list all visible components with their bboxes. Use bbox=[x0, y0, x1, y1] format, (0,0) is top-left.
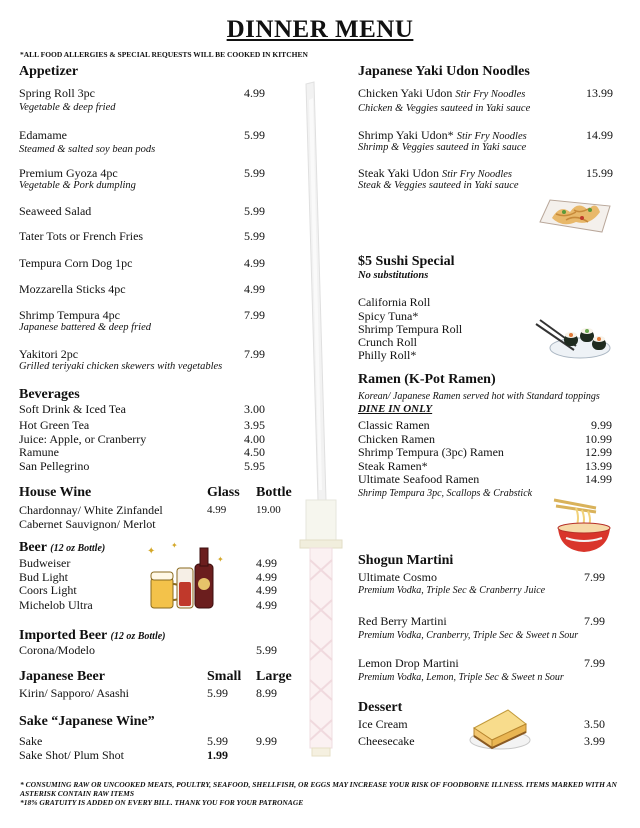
menu-item-price: 1.99 bbox=[207, 748, 228, 762]
menu-item-name: Corona/Modelo bbox=[19, 643, 95, 657]
appetizer-heading: Appetizer bbox=[19, 64, 79, 79]
menu-item-name: Shrimp Tempura (3pc) Ramen bbox=[358, 445, 504, 459]
menu-item-price: 5.99 bbox=[244, 229, 265, 243]
udon-item-name: Shrimp Yaki Udon* bbox=[358, 128, 454, 142]
menu-item-price: 4.99 bbox=[244, 86, 265, 100]
svg-text:✦: ✦ bbox=[217, 555, 224, 564]
glass-price: 4.99 bbox=[207, 504, 227, 516]
udon-item-tag: Stir Fry Noodles bbox=[455, 89, 526, 100]
menu-item-price: 5.99 bbox=[244, 166, 265, 180]
menu-item-name: Hot Green Tea bbox=[19, 418, 90, 432]
udon-heading: Japanese Yaki Udon Noodles bbox=[358, 64, 530, 79]
menu-item-name: Cabernet Sauvignon/ Merlot bbox=[19, 517, 156, 531]
sushi-item: California Roll bbox=[358, 295, 431, 309]
menu-item-price: 4.99 bbox=[244, 256, 265, 270]
imported-beer-heading bbox=[19, 628, 166, 644]
menu-item-price: 3.99 bbox=[584, 734, 605, 748]
menu-item-name: Seaweed Salad bbox=[19, 204, 92, 218]
menu-item-name: Mozzarella Sticks 4pc bbox=[19, 282, 126, 296]
menu-item-price: 14.99 bbox=[585, 472, 612, 486]
large-column-header: Large bbox=[256, 669, 292, 684]
menu-item-desc: Steak & Veggies sauteed in Yaki sauce bbox=[358, 180, 519, 191]
menu-item-price: 7.99 bbox=[584, 570, 605, 584]
menu-item-price: 4.99 bbox=[256, 598, 277, 612]
menu-item-name: Yakitori 2pc bbox=[19, 347, 79, 361]
menu-item-desc: Shrimp & Veggies sauteed in Yaki sauce bbox=[358, 142, 527, 153]
ramen-heading: Ramen (K-Pot Ramen) bbox=[358, 372, 496, 387]
menu-item-price: 15.99 bbox=[586, 166, 613, 180]
menu-item-price: 13.99 bbox=[585, 459, 612, 473]
menu-item-name: Kirin/ Sapporo/ Asashi bbox=[19, 686, 129, 700]
raw-food-disclaimer: * CONSUMING RAW OR UNCOOKED MEATS, POULTRY, SEAFOOD, SHELLFISH, OR EGGS MAY INCREASE YOUR RISK OF FOODBORNE ILLNESS. ITEMS MARKED WITH AN ASTERISK CONTAIN RAW ITEMS bbox=[20, 780, 617, 798]
menu-item-price: 7.99 bbox=[244, 308, 265, 322]
menu-item-price: 7.99 bbox=[244, 347, 265, 361]
katana-illustration bbox=[296, 80, 346, 760]
menu-item-desc: Vegetable & Pork dumpling bbox=[19, 180, 136, 191]
menu-item-desc: Grilled teriyaki chicken skewers with vegetables bbox=[19, 361, 223, 372]
menu-item-price: 9.99 bbox=[256, 734, 277, 748]
menu-item-name: Cheesecake bbox=[358, 734, 415, 748]
menu-item-name: Soft Drink & Iced Tea bbox=[19, 402, 126, 416]
menu-item-name: Michelob Ultra bbox=[19, 598, 93, 612]
menu-item-price: 4.99 bbox=[244, 282, 265, 296]
menu-item-desc: Premium Vodka, Triple Sec & Cranberry Juice bbox=[358, 585, 546, 596]
japanese-beer-heading: Japanese Beer bbox=[19, 669, 105, 684]
bottle-price: 19.00 bbox=[256, 504, 281, 516]
beer-bottles-illustration bbox=[143, 540, 225, 610]
menu-item-name: Classic Ramen bbox=[358, 418, 430, 432]
menu-title: DINNER MENU bbox=[226, 16, 414, 43]
imported-beer-heading-text: Imported Beer bbox=[19, 628, 107, 643]
ramen-sub: Korean/ Japanese Ramen served hot with Standard toppings bbox=[358, 391, 600, 402]
menu-item-name bbox=[358, 128, 527, 143]
dine-in-only: DINE IN ONLY bbox=[358, 403, 433, 415]
svg-text:✦: ✦ bbox=[147, 546, 156, 557]
menu-item-price: 13.99 bbox=[586, 86, 613, 100]
menu-item-name: Chardonnay/ White Zinfandel bbox=[19, 503, 163, 517]
menu-item-price: 4.99 bbox=[256, 570, 277, 584]
small-price: 5.99 bbox=[207, 686, 228, 700]
menu-item-name: Ultimate Cosmo bbox=[358, 570, 437, 584]
menu-item-price: 12.99 bbox=[585, 445, 612, 459]
menu-item-desc: Premium Vodka, Cranberry, Triple Sec & Sweet n Sour bbox=[358, 630, 579, 641]
menu-item-desc: Steamed & salted soy bean pods bbox=[19, 144, 156, 155]
menu-item-price: 3.95 bbox=[244, 418, 265, 432]
dessert-heading: Dessert bbox=[358, 700, 403, 715]
udon-item-tag: Stir Fry Noodles bbox=[442, 169, 513, 180]
menu-item-price: 7.99 bbox=[584, 656, 605, 670]
menu-item-name: Shrimp Tempura 4pc bbox=[19, 308, 120, 322]
menu-item-name: San Pellegrino bbox=[19, 459, 90, 473]
menu-item-price: 14.99 bbox=[586, 128, 613, 142]
menu-item-name: Coors Light bbox=[19, 583, 77, 597]
sushi-item: Crunch Roll bbox=[358, 335, 417, 349]
beer-heading bbox=[19, 540, 105, 556]
menu-item-name: Edamame bbox=[19, 128, 67, 142]
menu-item-name: Steak Ramen* bbox=[358, 459, 428, 473]
menu-item-price: 3.00 bbox=[244, 402, 265, 416]
menu-item-price: 3.50 bbox=[584, 717, 605, 731]
martini-heading: Shogun Martini bbox=[358, 553, 454, 568]
menu-item-name: Tempura Corn Dog 1pc bbox=[19, 256, 133, 270]
sushi-heading: $5 Sushi Special bbox=[358, 254, 455, 269]
menu-item-name: Sake bbox=[19, 734, 43, 748]
menu-item-price: 5.99 bbox=[256, 643, 277, 657]
menu-item-price: 5.99 bbox=[244, 204, 265, 218]
udon-item-name: Chicken Yaki Udon bbox=[358, 86, 453, 100]
menu-item-price: 4.00 bbox=[244, 432, 265, 446]
menu-item-name: Red Berry Martini bbox=[358, 614, 447, 628]
udon-item-tag: Stir Fry Noodles bbox=[456, 131, 527, 142]
menu-item-name: Premium Gyoza 4pc bbox=[19, 166, 118, 180]
menu-item-price: 4.99 bbox=[256, 583, 277, 597]
menu-item-name bbox=[358, 166, 512, 181]
menu-item-name bbox=[358, 86, 525, 101]
menu-item-name: Ramune bbox=[19, 445, 59, 459]
menu-item-desc: Chicken & Veggies sauteed in Yaki sauce bbox=[358, 103, 531, 114]
menu-item-name: Ultimate Seafood Ramen bbox=[358, 472, 480, 486]
beer-heading-sub: (12 oz Bottle) bbox=[50, 543, 106, 554]
cheesecake-illustration bbox=[468, 702, 532, 752]
menu-item-price: 10.99 bbox=[585, 432, 612, 446]
large-price: 8.99 bbox=[256, 686, 277, 700]
beer-heading-text: Beer bbox=[19, 540, 47, 555]
glass-column-header: Glass bbox=[207, 485, 240, 500]
beverages-heading: Beverages bbox=[19, 387, 80, 402]
menu-item-price: 5.99 bbox=[207, 734, 228, 748]
sushi-item: Philly Roll* bbox=[358, 348, 417, 362]
udon-item-name: Steak Yaki Udon bbox=[358, 166, 440, 180]
menu-item-price: 4.99 bbox=[256, 556, 277, 570]
small-column-header: Small bbox=[207, 669, 242, 684]
menu-item-price: 4.50 bbox=[244, 445, 265, 459]
menu-item-name: Juice: Apple, or Cranberry bbox=[19, 432, 147, 446]
menu-item-name: Sake Shot/ Plum Shot bbox=[19, 748, 125, 762]
menu-item-name: Budweiser bbox=[19, 556, 71, 570]
menu-item-name: Lemon Drop Martini bbox=[358, 656, 459, 670]
menu-item-price: 5.99 bbox=[244, 128, 265, 142]
svg-text:✦: ✦ bbox=[171, 541, 178, 550]
menu-item-name: Bud Light bbox=[19, 570, 69, 584]
menu-item-name: Ice Cream bbox=[358, 717, 408, 731]
bottle-column-header: Bottle bbox=[256, 485, 292, 500]
menu-item-desc: Vegetable & deep fried bbox=[19, 102, 116, 113]
imported-beer-heading-sub: (12 oz Bottle) bbox=[110, 631, 166, 642]
gratuity-notice: *18% GRATUITY IS ADDED ON EVERY BILL. THANK YOU FOR YOUR PATRONAGE bbox=[20, 798, 304, 807]
menu-item-price: 9.99 bbox=[591, 418, 612, 432]
allergy-notice: *ALL FOOD ALLERGIES & SPECIAL REQUESTS WILL BE COOKED IN KITCHEN bbox=[20, 50, 308, 59]
ramen-illustration bbox=[552, 494, 616, 556]
menu-item-desc: Japanese battered & deep fried bbox=[19, 322, 151, 333]
sushi-item: Spicy Tuna* bbox=[358, 309, 419, 323]
sushi-sub: No substitutions bbox=[358, 270, 429, 281]
yaki-udon-illustration bbox=[538, 192, 612, 238]
sushi-item: Shrimp Tempura Roll bbox=[358, 322, 463, 336]
sushi-illustration bbox=[534, 318, 612, 362]
sake-heading: Sake “Japanese Wine” bbox=[19, 714, 155, 729]
menu-item-desc: Premium Vodka, Lemon, Triple Sec & Sweet n Sour bbox=[358, 672, 564, 683]
menu-item-price: 7.99 bbox=[584, 614, 605, 628]
menu-item-name: Spring Roll 3pc bbox=[19, 86, 96, 100]
house-wine-heading: House Wine bbox=[19, 485, 92, 500]
menu-item-name: Tater Tots or French Fries bbox=[19, 229, 144, 243]
menu-item-name: Chicken Ramen bbox=[358, 432, 435, 446]
menu-item-price: 5.95 bbox=[244, 459, 265, 473]
ramen-note: Shrimp Tempura 3pc, Scallops & Crabstick bbox=[358, 488, 533, 499]
